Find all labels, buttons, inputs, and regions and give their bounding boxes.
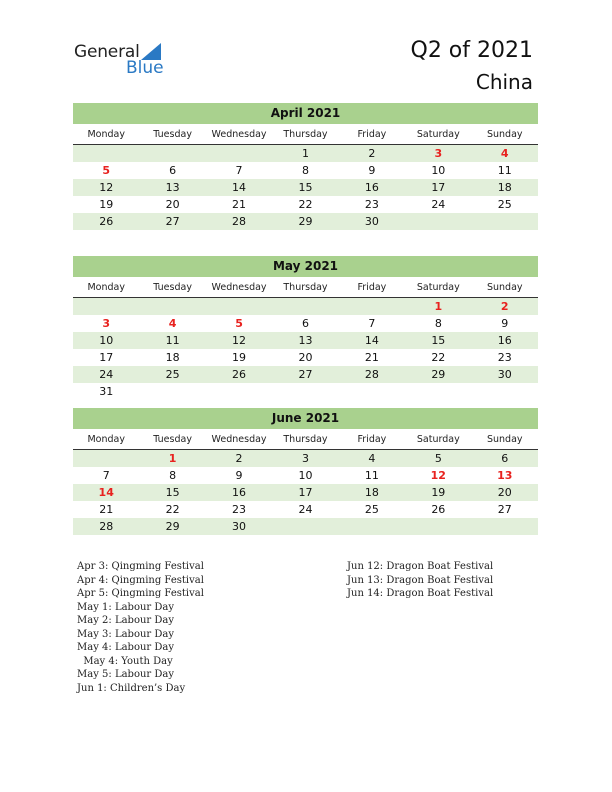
day-cell	[73, 145, 139, 162]
day-cell: 23	[497, 351, 512, 364]
day-cell: 12	[430, 469, 446, 482]
day-cell: 14	[232, 181, 247, 194]
day-cell: 30	[364, 215, 379, 228]
day-cell: 13	[298, 334, 313, 347]
day-cell: 22	[298, 198, 313, 211]
holiday-entry: Jun 14: Dragon Boat Festival	[347, 588, 494, 599]
day-cell: 17	[431, 181, 446, 194]
week-row	[73, 145, 538, 162]
day-cell	[339, 518, 405, 535]
day-cell: 8	[169, 469, 177, 482]
week-row	[73, 213, 538, 230]
day-cell: 24	[99, 368, 114, 381]
day-cell: 29	[165, 520, 180, 533]
holiday-entry: May 2: Labour Day	[77, 615, 174, 626]
day-cell	[339, 298, 405, 315]
day-cell: 20	[165, 198, 180, 211]
day-cell: 5	[434, 452, 442, 465]
day-cell: 19	[232, 351, 247, 364]
day-cell	[472, 518, 538, 535]
month-header: May 2021	[73, 256, 538, 277]
day-cell: 23	[364, 198, 379, 211]
holiday-entry: Jun 1: Children’s Day	[77, 682, 186, 694]
day-cell: 1	[301, 147, 309, 160]
day-cell: 2	[368, 147, 376, 160]
day-cell: 30	[232, 520, 247, 533]
day-cell: 4	[368, 452, 376, 465]
weekday-label: Monday	[87, 282, 125, 293]
month-header: April 2021	[73, 103, 538, 124]
day-cell: 17	[298, 486, 313, 499]
day-cell: 21	[99, 503, 114, 516]
week-row	[73, 450, 538, 467]
month-may	[73, 256, 538, 400]
day-cell: 13	[165, 181, 180, 194]
weekday-label: Sunday	[486, 129, 523, 140]
day-cell: 18	[364, 486, 379, 499]
logo-word-general: General	[74, 42, 140, 62]
day-cell	[405, 213, 471, 230]
weekday-label: Monday	[87, 129, 125, 140]
day-cell: 20	[298, 351, 313, 364]
weekday-header-row	[73, 279, 538, 298]
weekday-label: Wednesday	[211, 282, 267, 293]
day-cell: 11	[364, 469, 379, 482]
day-cell: 7	[368, 317, 376, 330]
holiday-entry: Apr 3: Qingming Festival	[77, 561, 204, 572]
month-april	[73, 103, 538, 230]
weekday-label: Saturday	[416, 434, 460, 445]
day-cell: 29	[431, 368, 446, 381]
day-cell: 3	[102, 317, 111, 330]
holiday-entry: Jun 13: Dragon Boat Festival	[347, 574, 494, 586]
day-cell: 2	[500, 300, 509, 313]
day-cell: 29	[298, 215, 313, 228]
day-cell: 14	[364, 334, 379, 347]
day-cell: 5	[102, 164, 111, 177]
day-cell: 31	[99, 385, 114, 398]
holiday-entry: Apr 5: Qingming Festival	[77, 588, 204, 599]
day-cell	[405, 383, 471, 400]
holiday-list-left	[77, 560, 204, 695]
day-cell: 22	[165, 503, 180, 516]
weekday-label: Wednesday	[211, 434, 267, 445]
day-cell: 22	[431, 351, 446, 364]
day-cell: 2	[235, 452, 243, 465]
week-row	[73, 484, 538, 501]
week-row	[73, 179, 538, 196]
day-cell	[472, 213, 538, 230]
holiday-entry: Apr 4: Qingming Festival	[77, 574, 204, 586]
logo-word-blue: Blue	[126, 58, 164, 78]
day-cell	[272, 518, 338, 535]
day-cell: 21	[232, 198, 247, 211]
day-cell: 10	[99, 334, 114, 347]
day-cell: 16	[232, 486, 247, 499]
day-cell: 14	[98, 486, 114, 499]
day-cell: 18	[497, 181, 512, 194]
weekday-header-row	[73, 126, 538, 145]
day-cell: 24	[298, 503, 313, 516]
day-cell	[206, 145, 272, 162]
day-cell: 7	[102, 469, 110, 482]
day-cell: 26	[99, 215, 114, 228]
day-cell: 9	[368, 164, 376, 177]
day-cell	[139, 145, 205, 162]
day-cell: 6	[169, 164, 177, 177]
page-title: Q2 of 2021	[410, 38, 533, 63]
day-cell: 1	[168, 452, 177, 465]
week-row	[73, 366, 538, 383]
day-cell: 4	[500, 147, 509, 160]
day-cell: 6	[301, 317, 309, 330]
day-cell	[339, 383, 405, 400]
day-cell: 25	[497, 198, 512, 211]
holiday-entry: May 1: Labour Day	[77, 601, 174, 613]
weekday-label: Friday	[357, 282, 387, 293]
day-cell: 11	[165, 334, 180, 347]
day-cell: 13	[497, 469, 513, 482]
day-cell	[206, 298, 272, 315]
day-cell: 21	[364, 351, 379, 364]
day-cell	[405, 518, 471, 535]
weekday-label: Tuesday	[153, 282, 192, 293]
day-cell: 11	[497, 164, 512, 177]
day-cell: 5	[235, 317, 243, 330]
day-cell: 26	[232, 368, 247, 381]
day-cell: 4	[168, 317, 177, 330]
day-cell: 25	[364, 503, 379, 516]
day-cell	[73, 298, 139, 315]
day-cell: 27	[165, 215, 180, 228]
day-cell: 15	[431, 334, 446, 347]
month-header: June 2021	[73, 408, 538, 429]
day-cell: 26	[431, 503, 446, 516]
day-cell: 10	[431, 164, 446, 177]
day-cell	[206, 383, 272, 400]
day-cell: 3	[301, 452, 309, 465]
holiday-entry: Jun 12: Dragon Boat Festival	[347, 561, 494, 572]
day-cell: 16	[497, 334, 512, 347]
weekday-label: Friday	[357, 129, 387, 140]
day-cell	[139, 383, 205, 400]
day-cell	[272, 298, 338, 315]
day-cell: 17	[99, 351, 114, 364]
day-cell: 8	[434, 317, 442, 330]
day-cell	[472, 383, 538, 400]
month-june	[73, 408, 538, 535]
day-cell	[272, 383, 338, 400]
week-row	[73, 518, 538, 535]
day-cell: 6	[501, 452, 509, 465]
day-cell: 18	[165, 351, 180, 364]
weekday-label: Thursday	[283, 434, 328, 445]
holiday-entry: May 3: Labour Day	[77, 628, 174, 640]
weekday-label: Wednesday	[211, 129, 267, 140]
day-cell: 25	[165, 368, 180, 381]
weekday-label: Thursday	[283, 282, 328, 293]
logo	[74, 42, 174, 78]
day-cell: 7	[235, 164, 243, 177]
weekday-label: Tuesday	[153, 434, 192, 445]
week-row	[73, 383, 538, 400]
week-row	[73, 349, 538, 366]
day-cell: 9	[501, 317, 509, 330]
weekday-label: Saturday	[416, 129, 460, 140]
week-row	[73, 315, 538, 332]
day-cell: 8	[301, 164, 309, 177]
day-cell: 28	[364, 368, 379, 381]
week-row	[73, 196, 538, 213]
weekday-label: Monday	[87, 434, 125, 445]
holiday-entry: May 4: Youth Day	[77, 655, 173, 667]
day-cell: 19	[99, 198, 114, 211]
weekday-label: Saturday	[416, 282, 460, 293]
day-cell: 19	[431, 486, 446, 499]
day-cell: 16	[364, 181, 379, 194]
day-cell	[73, 450, 139, 467]
week-row	[73, 467, 538, 484]
day-cell: 3	[434, 147, 443, 160]
day-cell: 24	[431, 198, 446, 211]
weekday-header-row	[73, 431, 538, 450]
weekday-label: Friday	[357, 434, 387, 445]
day-cell: 12	[99, 181, 114, 194]
day-cell: 27	[298, 368, 313, 381]
day-cell: 28	[99, 520, 114, 533]
weekday-label: Sunday	[486, 434, 523, 445]
weekday-label: Tuesday	[153, 129, 192, 140]
day-cell: 12	[232, 334, 247, 347]
holiday-entry: May 5: Labour Day	[77, 669, 174, 680]
week-row	[73, 298, 538, 315]
day-cell: 30	[497, 368, 512, 381]
weekday-label: Thursday	[283, 129, 328, 140]
holiday-entry: May 4: Labour Day	[77, 642, 174, 653]
day-cell: 9	[235, 469, 243, 482]
day-cell: 10	[298, 469, 313, 482]
day-cell: 27	[497, 503, 512, 516]
day-cell: 15	[165, 486, 180, 499]
week-row	[73, 332, 538, 349]
weekday-label: Sunday	[486, 282, 523, 293]
day-cell: 23	[232, 503, 247, 516]
day-cell	[139, 298, 205, 315]
page-subtitle: China	[475, 70, 533, 94]
holiday-list-right	[347, 560, 493, 601]
week-row	[73, 162, 538, 179]
day-cell: 28	[232, 215, 247, 228]
day-cell: 15	[298, 181, 313, 194]
day-cell: 20	[497, 486, 512, 499]
day-cell: 1	[434, 300, 443, 313]
week-row	[73, 501, 538, 518]
